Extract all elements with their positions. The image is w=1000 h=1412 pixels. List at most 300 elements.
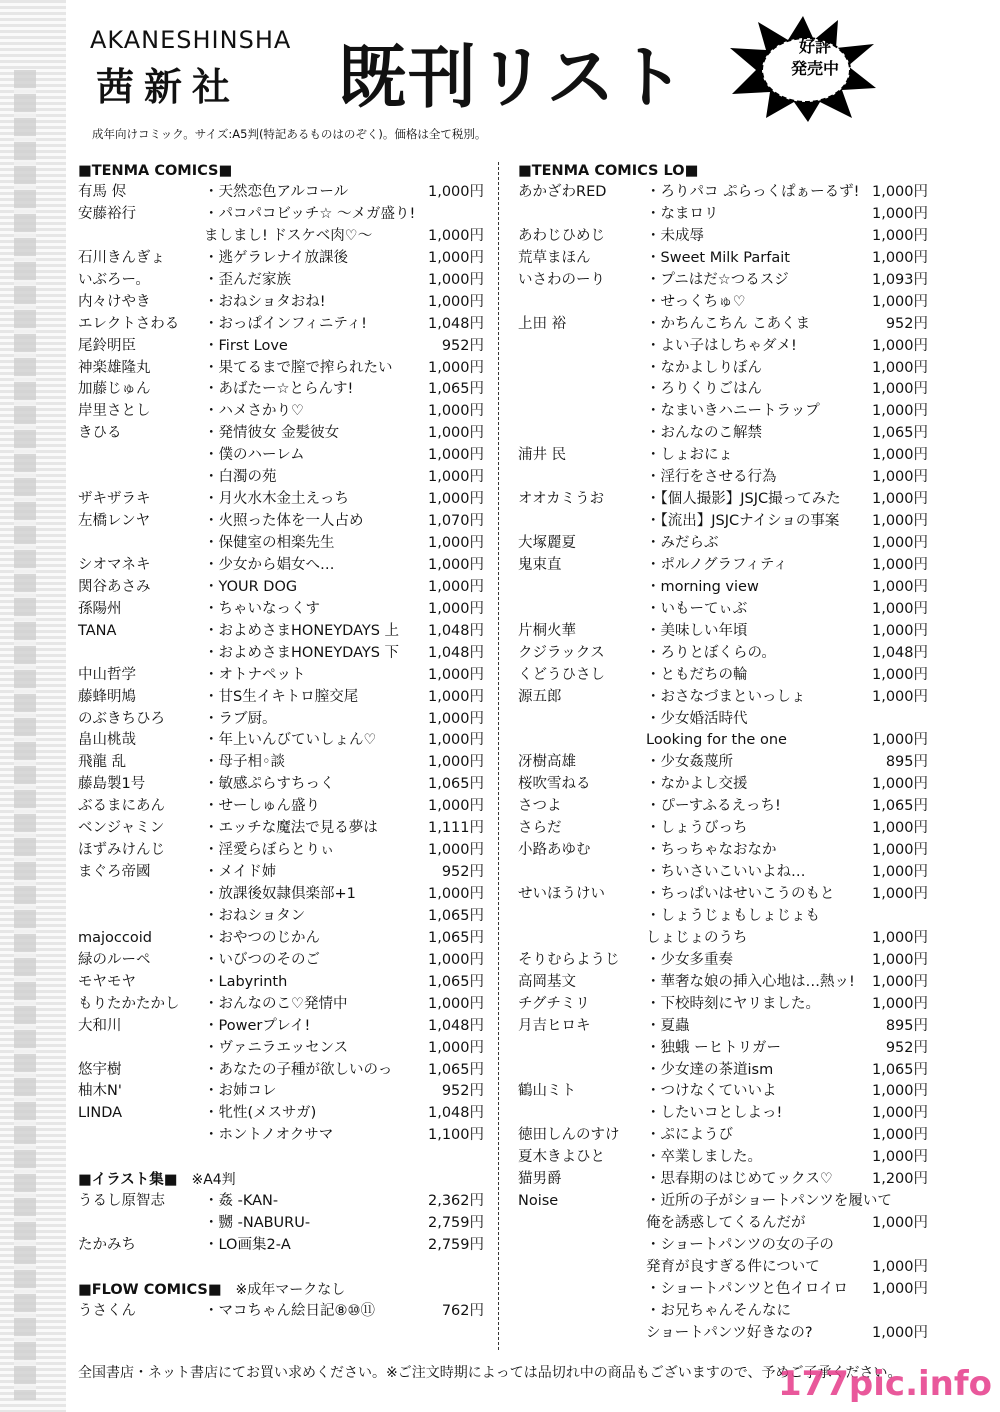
list-item bbox=[518, 511, 928, 533]
item-title: ・しょおにょ bbox=[646, 447, 733, 464]
item-author: 関谷あさみ bbox=[78, 578, 151, 595]
list-item bbox=[78, 423, 484, 445]
list-item bbox=[78, 972, 484, 994]
item-author: 片桐火華 bbox=[518, 622, 576, 639]
item-author: 緑のルーペ bbox=[78, 951, 151, 968]
item-author: たかみち bbox=[78, 1237, 136, 1254]
item-author: 浦井 民 bbox=[518, 447, 567, 464]
item-title: ・近所の子がショートパンツを履いて bbox=[646, 1193, 892, 1210]
item-price: 1,000円 bbox=[427, 491, 484, 508]
item-price: 1,000円 bbox=[871, 820, 928, 837]
item-author: ベンジャミン bbox=[78, 820, 165, 837]
item-title: ・つけなくていいよ bbox=[646, 1083, 777, 1100]
item-title: ・しょうびっち bbox=[646, 820, 748, 837]
tenma-comics-lo-list bbox=[518, 182, 928, 1345]
item-price: 1,000円 bbox=[427, 710, 484, 727]
item-title: ・First Love bbox=[204, 337, 288, 354]
item-title: ・Powerプレイ! bbox=[204, 1017, 311, 1034]
illust-note: ※A4判 bbox=[191, 1172, 236, 1189]
item-title: ・YOUR DOG bbox=[204, 578, 298, 595]
list-item bbox=[518, 1323, 928, 1345]
item-author: 内々けやき bbox=[78, 293, 151, 310]
item-title: ・みだらぶ bbox=[646, 535, 719, 551]
item-title: ・かちんこちん こあくま bbox=[646, 315, 811, 332]
list-item bbox=[518, 533, 928, 555]
item-price: 1,000円 bbox=[871, 929, 928, 946]
item-price: 2,759円 bbox=[427, 1215, 484, 1232]
list-item bbox=[518, 467, 928, 489]
item-author: 神楽雄隆丸 bbox=[78, 359, 151, 376]
item-title: しょじょのうち bbox=[646, 929, 748, 946]
list-item bbox=[78, 687, 484, 709]
item-price: 952円 bbox=[885, 315, 928, 332]
item-price: 1,111円 bbox=[427, 820, 484, 837]
list-item bbox=[78, 511, 484, 533]
item-title: ・甘S生イキトロ膣交尾 bbox=[204, 688, 359, 705]
list-item bbox=[78, 336, 484, 358]
item-author: 飛龍 乱 bbox=[78, 754, 127, 771]
item-author: チグチミリ bbox=[518, 995, 590, 1012]
item-title: ・母子相◦談 bbox=[204, 754, 286, 771]
side-decoration bbox=[0, 0, 66, 1412]
item-price: 1,000円 bbox=[427, 995, 484, 1012]
item-author: あかざわRED bbox=[518, 184, 607, 200]
item-author: 藤蜂明鳩 bbox=[78, 688, 136, 705]
list-item bbox=[78, 818, 484, 840]
item-title: ・ちいさいこいいよね… bbox=[646, 864, 806, 881]
item-title: ・敏感ぷらすちっく bbox=[204, 776, 335, 793]
item-price: 1,100円 bbox=[427, 1127, 484, 1144]
item-price: 1,000円 bbox=[871, 842, 928, 859]
item-title: ・少女から娼女へ… bbox=[204, 556, 335, 573]
item-author: 小路あゆむ bbox=[518, 842, 591, 859]
list-item bbox=[518, 1191, 928, 1213]
item-title: ・したいコとしよっ! bbox=[646, 1105, 783, 1122]
item-author: 尾鈴明臣 bbox=[78, 337, 136, 354]
item-author: そりむらようじ bbox=[518, 951, 620, 968]
list-item bbox=[518, 1213, 928, 1235]
item-title: ・発情彼女 金髪彼女 bbox=[204, 425, 340, 442]
list-item bbox=[518, 840, 928, 862]
item-title: ・【個人撮影】JSJC撮ってみた bbox=[646, 491, 841, 508]
left-column bbox=[78, 160, 484, 1323]
item-price: 1,048円 bbox=[427, 644, 484, 661]
item-title: ・せーしゅん盛り bbox=[204, 798, 320, 815]
item-price: 1,048円 bbox=[427, 1105, 484, 1122]
list-item bbox=[518, 489, 928, 511]
item-title: ・ろりパコ ぷらっくぱぁーるず! bbox=[646, 184, 860, 200]
list-item bbox=[518, 599, 928, 621]
item-title: ・お兄ちゃんそんなに bbox=[646, 1302, 791, 1319]
item-title: ・天然恋色アルコール bbox=[204, 184, 349, 200]
item-title: ・ぷにようび bbox=[646, 1127, 733, 1144]
list-item bbox=[78, 379, 484, 401]
list-item bbox=[78, 796, 484, 818]
item-author: さらだ bbox=[518, 820, 562, 837]
list-item bbox=[78, 994, 484, 1016]
item-price: 952円 bbox=[441, 337, 484, 354]
item-title: ・メイド姉 bbox=[204, 864, 277, 881]
item-title: ・おさなづまといっしょ bbox=[646, 688, 806, 705]
item-author: 畠山桃哉 bbox=[78, 732, 136, 749]
column-divider bbox=[498, 162, 499, 1350]
list-item bbox=[518, 1301, 928, 1323]
item-title: ・なまいきハニートラップ bbox=[646, 403, 820, 420]
item-price: 1,065円 bbox=[427, 929, 484, 946]
item-price: 1,000円 bbox=[871, 381, 928, 398]
list-item bbox=[78, 292, 484, 314]
list-item bbox=[78, 709, 484, 731]
item-title: ・卒業しました。 bbox=[646, 1149, 762, 1166]
item-author: 鶴山ミト bbox=[518, 1083, 576, 1100]
list-item bbox=[518, 445, 928, 467]
list-item bbox=[518, 423, 928, 445]
item-title: ・Labyrinth bbox=[204, 973, 288, 990]
item-price: 1,000円 bbox=[871, 293, 928, 310]
list-item bbox=[518, 1235, 928, 1257]
list-item bbox=[78, 467, 484, 489]
item-author: シオマネキ bbox=[78, 556, 151, 573]
item-price: 1,093円 bbox=[871, 271, 928, 288]
item-price: 1,000円 bbox=[427, 271, 484, 288]
side-stripe-text bbox=[14, 70, 36, 1400]
item-price: 1,000円 bbox=[871, 688, 928, 705]
item-price: 1,000円 bbox=[427, 227, 484, 244]
item-title: ・しょうじょもしょじょも bbox=[646, 907, 820, 924]
item-author: もりたかたかし bbox=[78, 995, 180, 1012]
item-price: 1,000円 bbox=[427, 732, 484, 749]
list-item bbox=[518, 621, 928, 643]
list-item bbox=[518, 379, 928, 401]
list-item bbox=[78, 1235, 484, 1257]
item-price: 1,000円 bbox=[871, 732, 928, 749]
item-author: 中山哲学 bbox=[78, 666, 136, 683]
item-price: 1,000円 bbox=[871, 184, 928, 200]
item-title: ・プニはだ☆つるスジ bbox=[646, 271, 789, 288]
footer-note: 全国書店・ネット書店にてお買い求めください。※ご注文時期によっては品切れ中の商品もございますので、予めご了承ください。 bbox=[78, 1365, 902, 1381]
item-price: 1,048円 bbox=[427, 622, 484, 639]
item-title: ・あばたー☆とらんす! bbox=[204, 381, 354, 398]
item-price: 1,000円 bbox=[871, 491, 928, 508]
list-item bbox=[78, 314, 484, 336]
item-title: ・歪んだ家族 bbox=[204, 271, 291, 288]
list-item bbox=[518, 401, 928, 423]
list-item bbox=[78, 665, 484, 687]
item-price: 1,065円 bbox=[427, 973, 484, 990]
item-title: ・おっぱインフィニティ! bbox=[204, 315, 367, 332]
list-item bbox=[518, 1038, 928, 1060]
item-title: ましまし! ドスケベ肉♡～ bbox=[204, 227, 373, 244]
list-item bbox=[518, 774, 928, 796]
item-author: 岸里さとし bbox=[78, 403, 151, 420]
item-price: 1,000円 bbox=[427, 666, 484, 683]
illust-heading-text: ■イラスト集■ bbox=[78, 1172, 178, 1189]
list-item bbox=[518, 665, 928, 687]
item-title: ・月火水木金土えっち bbox=[204, 491, 349, 508]
item-price: 1,000円 bbox=[871, 1149, 928, 1166]
list-item bbox=[518, 555, 928, 577]
item-price: 762円 bbox=[441, 1303, 484, 1320]
list-item bbox=[518, 730, 928, 752]
item-title: ・morning view bbox=[646, 578, 759, 595]
item-author: 猫男爵 bbox=[518, 1171, 562, 1188]
list-item bbox=[78, 204, 484, 226]
list-item bbox=[78, 1103, 484, 1125]
item-price: 1,000円 bbox=[871, 513, 928, 530]
item-title: ・独蛾 ーヒトリガー bbox=[646, 1039, 781, 1056]
item-price: 1,000円 bbox=[427, 535, 484, 551]
item-price: 1,000円 bbox=[427, 578, 484, 595]
item-title: ・ぴーすふるえっち! bbox=[646, 798, 781, 815]
item-title: ・保健室の相楽先生 bbox=[204, 535, 335, 551]
item-price: 1,048円 bbox=[427, 1017, 484, 1034]
item-author: 柚木N' bbox=[78, 1083, 122, 1100]
list-item bbox=[78, 1016, 484, 1038]
item-author: 安藤裕行 bbox=[78, 205, 136, 222]
page-subtitle: 成年向けコミック。サイズ:A5判(特記あるものはのぞく)。価格は全て税別。 bbox=[92, 127, 487, 141]
badge-line-2: 発売中 bbox=[790, 59, 839, 78]
item-author: まぐろ帝國 bbox=[78, 864, 151, 881]
publisher-name-ja: 茜新社 bbox=[96, 65, 241, 109]
list-item bbox=[518, 818, 928, 840]
item-author: ザキザラキ bbox=[78, 491, 151, 508]
list-item bbox=[518, 752, 928, 774]
section-heading-flow-comics bbox=[78, 1279, 484, 1301]
item-title: ・ショートパンツと色イロイロ bbox=[646, 1280, 848, 1297]
item-title: ・果てるまで膣で搾られたい bbox=[204, 359, 393, 376]
list-item bbox=[518, 884, 928, 906]
item-title: ・美味しい年頃 bbox=[646, 622, 748, 639]
item-title: ・なかよしりぼん bbox=[646, 359, 762, 376]
item-title: ・オトナペット bbox=[204, 666, 306, 683]
item-author: きひる bbox=[78, 425, 122, 442]
list-item bbox=[78, 226, 484, 248]
item-title: ・火照った体を一人占め bbox=[204, 513, 364, 530]
list-item bbox=[78, 840, 484, 862]
item-price: 1,065円 bbox=[871, 798, 928, 815]
item-title: ・いもーてぃぶ bbox=[646, 600, 748, 617]
item-title: ・ちゃいなっくす bbox=[204, 600, 320, 617]
flow-comics-list bbox=[78, 1301, 484, 1323]
list-item bbox=[78, 445, 484, 467]
item-title: ・ショートパンツの女の子の bbox=[646, 1237, 834, 1253]
item-price: 1,000円 bbox=[427, 886, 484, 902]
item-title: ・よい子はしちゃダメ! bbox=[646, 337, 797, 354]
item-price: 1,065円 bbox=[871, 425, 928, 442]
watermark: 177pic.info bbox=[777, 1364, 992, 1404]
item-price: 952円 bbox=[441, 864, 484, 881]
list-item bbox=[78, 358, 484, 380]
item-price: 1,065円 bbox=[427, 776, 484, 793]
item-price: 1,000円 bbox=[871, 535, 928, 551]
list-item bbox=[78, 884, 484, 906]
item-price: 1,000円 bbox=[871, 556, 928, 573]
list-item bbox=[518, 336, 928, 358]
item-price: 1,000円 bbox=[871, 995, 928, 1012]
item-price: 1,000円 bbox=[871, 1215, 928, 1232]
item-title: ・マコちゃん絵日記⑧⑩⑪ bbox=[204, 1303, 375, 1320]
list-item bbox=[78, 752, 484, 774]
item-title: ・およめさまHONEYDAYS 上 bbox=[204, 622, 400, 639]
item-price: 1,000円 bbox=[427, 403, 484, 420]
item-author: 有馬 侭 bbox=[78, 184, 127, 200]
item-price: 1,000円 bbox=[871, 600, 928, 617]
item-price: 1,000円 bbox=[427, 688, 484, 705]
item-price: 1,048円 bbox=[427, 315, 484, 332]
item-author: うさくん bbox=[78, 1303, 136, 1320]
list-item bbox=[518, 906, 928, 928]
list-item bbox=[518, 577, 928, 599]
item-price: 1,000円 bbox=[871, 864, 928, 881]
item-price: 1,000円 bbox=[871, 776, 928, 793]
list-item bbox=[78, 950, 484, 972]
item-title: ・【流出】JSJCナイショの事案 bbox=[646, 513, 840, 530]
list-item bbox=[78, 774, 484, 796]
item-author: TANA bbox=[78, 622, 117, 639]
badge-line-1: 好評 bbox=[798, 37, 831, 56]
list-item bbox=[78, 906, 484, 928]
item-author: うるし原智志 bbox=[78, 1193, 165, 1210]
item-price: 1,000円 bbox=[871, 1324, 928, 1341]
item-price: 1,000円 bbox=[427, 842, 484, 859]
item-author: 加藤じゅん bbox=[78, 381, 151, 398]
item-price: 1,000円 bbox=[871, 666, 928, 683]
item-price: 1,000円 bbox=[427, 249, 484, 266]
item-author: 大和川 bbox=[78, 1017, 122, 1034]
item-title: ・白濁の苑 bbox=[204, 469, 277, 486]
item-price: 1,000円 bbox=[871, 622, 928, 639]
list-item bbox=[518, 182, 928, 204]
item-price: 1,000円 bbox=[427, 951, 484, 968]
item-author: 大塚麗夏 bbox=[518, 535, 576, 551]
item-price: 1,000円 bbox=[427, 600, 484, 617]
item-price: 1,000円 bbox=[871, 578, 928, 595]
list-item bbox=[518, 248, 928, 270]
item-title: ・およめさまHONEYDAYS 下 bbox=[204, 644, 400, 661]
item-price: 1,000円 bbox=[427, 1039, 484, 1056]
item-price: 895円 bbox=[885, 1017, 928, 1034]
item-title: ・おやつのじかん bbox=[204, 929, 320, 946]
list-item bbox=[518, 1279, 928, 1301]
item-title: ・なまロリ bbox=[646, 205, 719, 222]
item-author: 冴樹高雄 bbox=[518, 754, 576, 771]
item-title: ・あなたの子種が欲しいのっ bbox=[204, 1061, 393, 1078]
list-item bbox=[518, 862, 928, 884]
item-price: 1,000円 bbox=[871, 447, 928, 464]
item-title: ・Sweet Milk Parfait bbox=[646, 249, 790, 266]
item-title: ・未成辱 bbox=[646, 227, 704, 244]
item-price: 1,000円 bbox=[871, 973, 928, 990]
item-title: ・少女達の茶道ism bbox=[646, 1061, 774, 1078]
list-item bbox=[518, 643, 928, 665]
item-author: 藤島製1号 bbox=[78, 776, 146, 793]
item-title: ・なかよし交援 bbox=[646, 776, 748, 793]
item-title: ・ヴァニラエッセンス bbox=[204, 1039, 349, 1056]
list-item bbox=[78, 1213, 484, 1235]
flow-note: ※成年マークなし bbox=[235, 1282, 346, 1299]
tenma-comics-list bbox=[78, 182, 484, 1147]
item-price: 1,000円 bbox=[871, 1127, 928, 1144]
item-title: 発育が良すぎる件について bbox=[646, 1258, 820, 1275]
item-author: 高岡基文 bbox=[518, 973, 576, 990]
list-item bbox=[78, 270, 484, 292]
list-item bbox=[518, 292, 928, 314]
list-item bbox=[78, 577, 484, 599]
item-price: 895円 bbox=[885, 754, 928, 771]
list-item bbox=[518, 1081, 928, 1103]
list-item bbox=[78, 599, 484, 621]
item-author: せいほうけい bbox=[518, 886, 605, 902]
item-author: 荒草まほん bbox=[518, 249, 591, 266]
item-title: ・ろりくりごはん bbox=[646, 381, 762, 398]
item-price: 1,000円 bbox=[871, 951, 928, 968]
item-price: 1,000円 bbox=[427, 425, 484, 442]
illust-list bbox=[78, 1191, 484, 1257]
item-price: 1,065円 bbox=[427, 907, 484, 924]
item-price: 1,000円 bbox=[871, 403, 928, 420]
item-title: ・逃ゲラレナイ放課後 bbox=[204, 249, 348, 266]
item-title: ・少女姦蔑所 bbox=[646, 754, 733, 771]
item-price: 1,000円 bbox=[427, 798, 484, 815]
item-title: ・少女婚活時代 bbox=[646, 710, 748, 727]
item-author: LINDA bbox=[78, 1105, 123, 1122]
list-item bbox=[78, 1125, 484, 1147]
page-title: 既刊リスト bbox=[338, 39, 687, 118]
item-author: 月吉ヒロキ bbox=[518, 1017, 591, 1034]
list-item bbox=[518, 1257, 928, 1279]
item-title: ・思春期のはじめてックス♡ bbox=[646, 1171, 833, 1188]
item-title: ・淫行をさせる行為 bbox=[646, 469, 777, 486]
right-column bbox=[518, 160, 928, 1345]
item-title: ・お姉コレ bbox=[204, 1083, 277, 1100]
item-title: ・おんなのこ♡発情中 bbox=[204, 995, 348, 1012]
section-heading-tenma-comics-lo: ■TENMA COMICS LO■ bbox=[518, 163, 699, 179]
list-item bbox=[518, 270, 928, 292]
list-item bbox=[518, 928, 928, 950]
item-title: ・LO画集2-A bbox=[204, 1237, 291, 1254]
item-price: 1,000円 bbox=[871, 205, 928, 222]
item-title: ・おねショタン bbox=[204, 907, 306, 924]
list-item bbox=[78, 1038, 484, 1060]
list-item bbox=[78, 1191, 484, 1213]
item-title: ・おねショタおね! bbox=[204, 293, 326, 310]
item-author: ぶるまにあん bbox=[78, 798, 165, 815]
list-item bbox=[518, 1169, 928, 1191]
item-title: ・嬲 -NABURU- bbox=[204, 1215, 311, 1232]
list-item bbox=[518, 314, 928, 336]
item-author: 孫陽州 bbox=[78, 600, 122, 617]
item-price: 1,065円 bbox=[427, 1061, 484, 1078]
item-title: ・姦 -KAN- bbox=[204, 1193, 279, 1210]
flow-heading-text: ■FLOW COMICS■ bbox=[78, 1282, 222, 1299]
item-author: 桜吹雪ねる bbox=[518, 776, 591, 793]
list-item bbox=[78, 182, 484, 204]
item-price: 1,000円 bbox=[427, 184, 484, 200]
list-item bbox=[518, 1016, 928, 1038]
list-item bbox=[78, 1301, 484, 1323]
list-item bbox=[518, 1103, 928, 1125]
list-item bbox=[518, 358, 928, 380]
item-title: ・夏蟲 bbox=[646, 1017, 690, 1034]
item-author: ほずみけんじ bbox=[78, 842, 165, 859]
item-author: のぶきちひろ bbox=[78, 710, 165, 727]
item-price: 1,000円 bbox=[427, 469, 484, 486]
publisher-name-en: AKANESHINSHA bbox=[90, 26, 292, 54]
item-author: くどうひさし bbox=[518, 666, 605, 683]
list-item bbox=[78, 928, 484, 950]
item-price: 1,065円 bbox=[871, 1061, 928, 1078]
item-author: 徳田しんのすけ bbox=[518, 1127, 620, 1144]
